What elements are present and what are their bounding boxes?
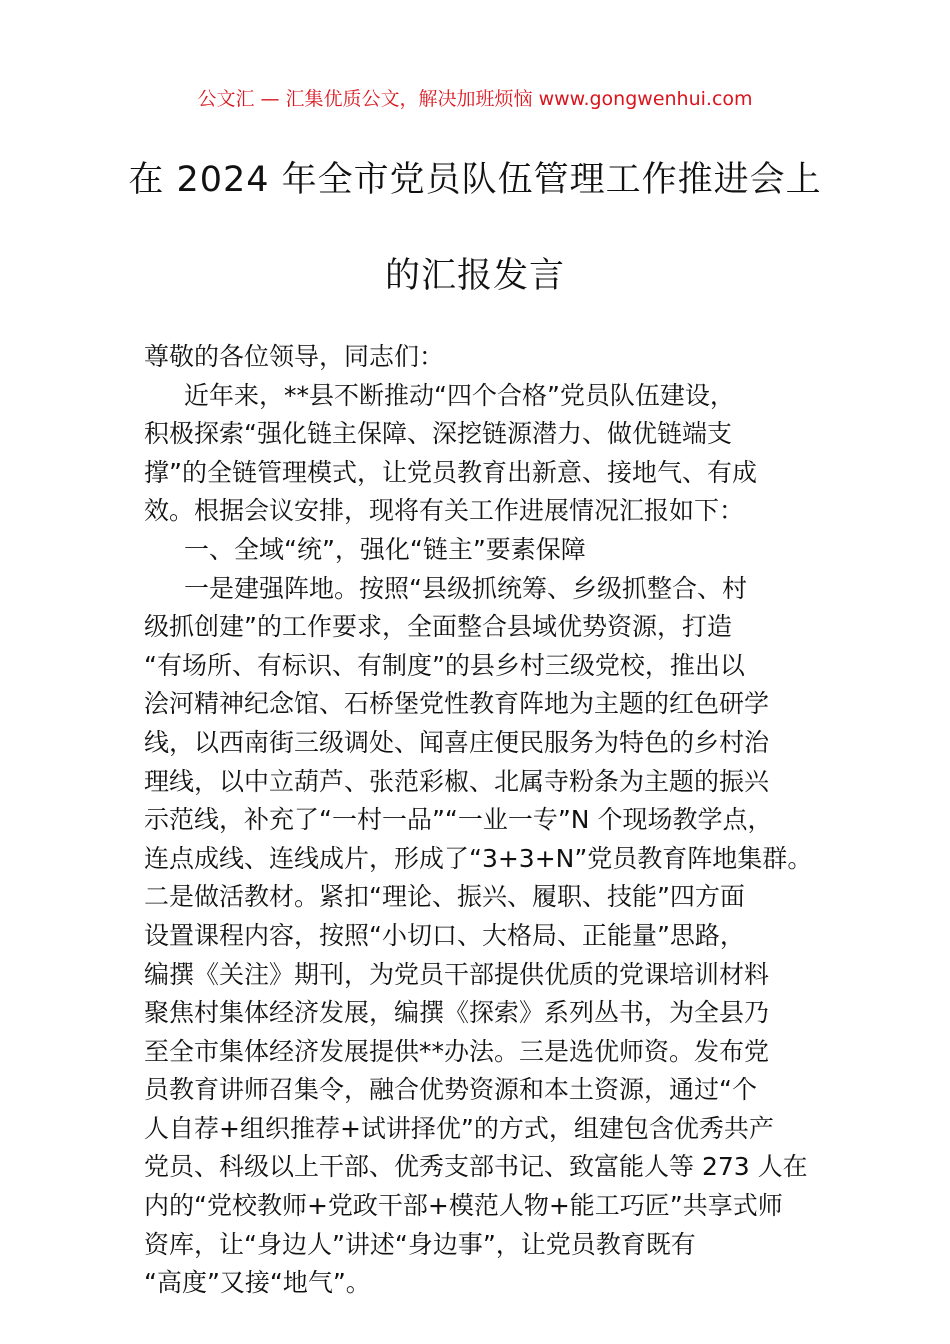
paragraph-line: “有场所、有标识、有制度”的县乡村三级党校，推出以 [144, 650, 745, 680]
paragraph-line: 效。根据会议安排，现将有关工作进展情况汇报如下： [144, 496, 745, 526]
paragraph-line: 近年来，**县不断推动“四个合格”党员队伍建设， [184, 380, 735, 410]
site-banner: 公文汇 — 汇集优质公文，解决加班烦恼 www.gongwenhui.com [197, 88, 753, 110]
paragraph-line: 聚焦村集体经济发展，编撰《探索》系列丛书，为全县乃 [144, 998, 770, 1028]
section-heading: 一、全域“统”，强化“链主”要素保障 [184, 534, 586, 564]
paragraph-line: 人自荐+组织推荐+试讲择优”的方式，组建包含优秀共产 [144, 1113, 774, 1143]
paragraph-line: 浍河精神纪念馆、石桥堡党性教育阵地为主题的红色研学 [144, 689, 770, 719]
paragraph-line: 党员、科级以上干部、优秀支部书记、致富能人等 273 人在 [144, 1152, 808, 1182]
paragraph-line: 至全市集体经济发展提供**办法。三是选优师资。发布党 [144, 1036, 770, 1066]
document-body [144, 338, 834, 1303]
paragraph-line: 连点成线、连线成片，形成了“3+3+N”党员教育阵地集群。 [144, 843, 813, 873]
paragraph-line: 示范线，补充了“一村一品”“一业一专”N 个现场教学点， [144, 805, 773, 835]
paragraph-line: “高度”又接“地气”。 [144, 1268, 371, 1298]
salutation: 尊敬的各位领导，同志们： [144, 342, 445, 371]
paragraph-line: 员教育讲师召集令，融合优势资源和本土资源，通过“个 [144, 1075, 757, 1105]
paragraph-line: 资库，让“身边人”讲述“身边事”，让党员教育既有 [144, 1229, 696, 1259]
paragraph-line: 理线，以中立葫芦、张范彩椒、北属寺粉条为主题的振兴 [144, 766, 770, 796]
paragraph-line: 级抓创建”的工作要求，全面整合县域优势资源，打造 [144, 612, 732, 642]
paragraph-line: 撑”的全链管理模式，让党员教育出新意、接地气、有成 [144, 457, 757, 487]
paragraph-line: 一是建强阵地。按照“县级抓统筹、乡级抓整合、村 [184, 573, 747, 603]
paragraph-line: 积极探索“强化链主保障、深挖链源潜力、做优链端支 [144, 419, 732, 449]
paragraph-line: 线，以西南街三级调处、闻喜庄便民服务为特色的乡村治 [144, 727, 770, 757]
document-title-line-2: 的汇报发言 [384, 256, 565, 296]
paragraph-line: 内的“党校教师+党政干部+模范人物+能工巧匠”共享式师 [144, 1191, 783, 1221]
paragraph-line: 编撰《关注》期刊，为党员干部提供优质的党课培训材料 [144, 959, 770, 989]
paragraph-line: 设置课程内容，按照“小切口、大格局、正能量”思路， [144, 920, 745, 950]
document-title-line-1: 在 2024 年全市党员队伍管理工作推进会上 [128, 160, 822, 200]
paragraph-line: 二是做活教材。紧扣“理论、振兴、履职、技能”四方面 [144, 882, 745, 912]
